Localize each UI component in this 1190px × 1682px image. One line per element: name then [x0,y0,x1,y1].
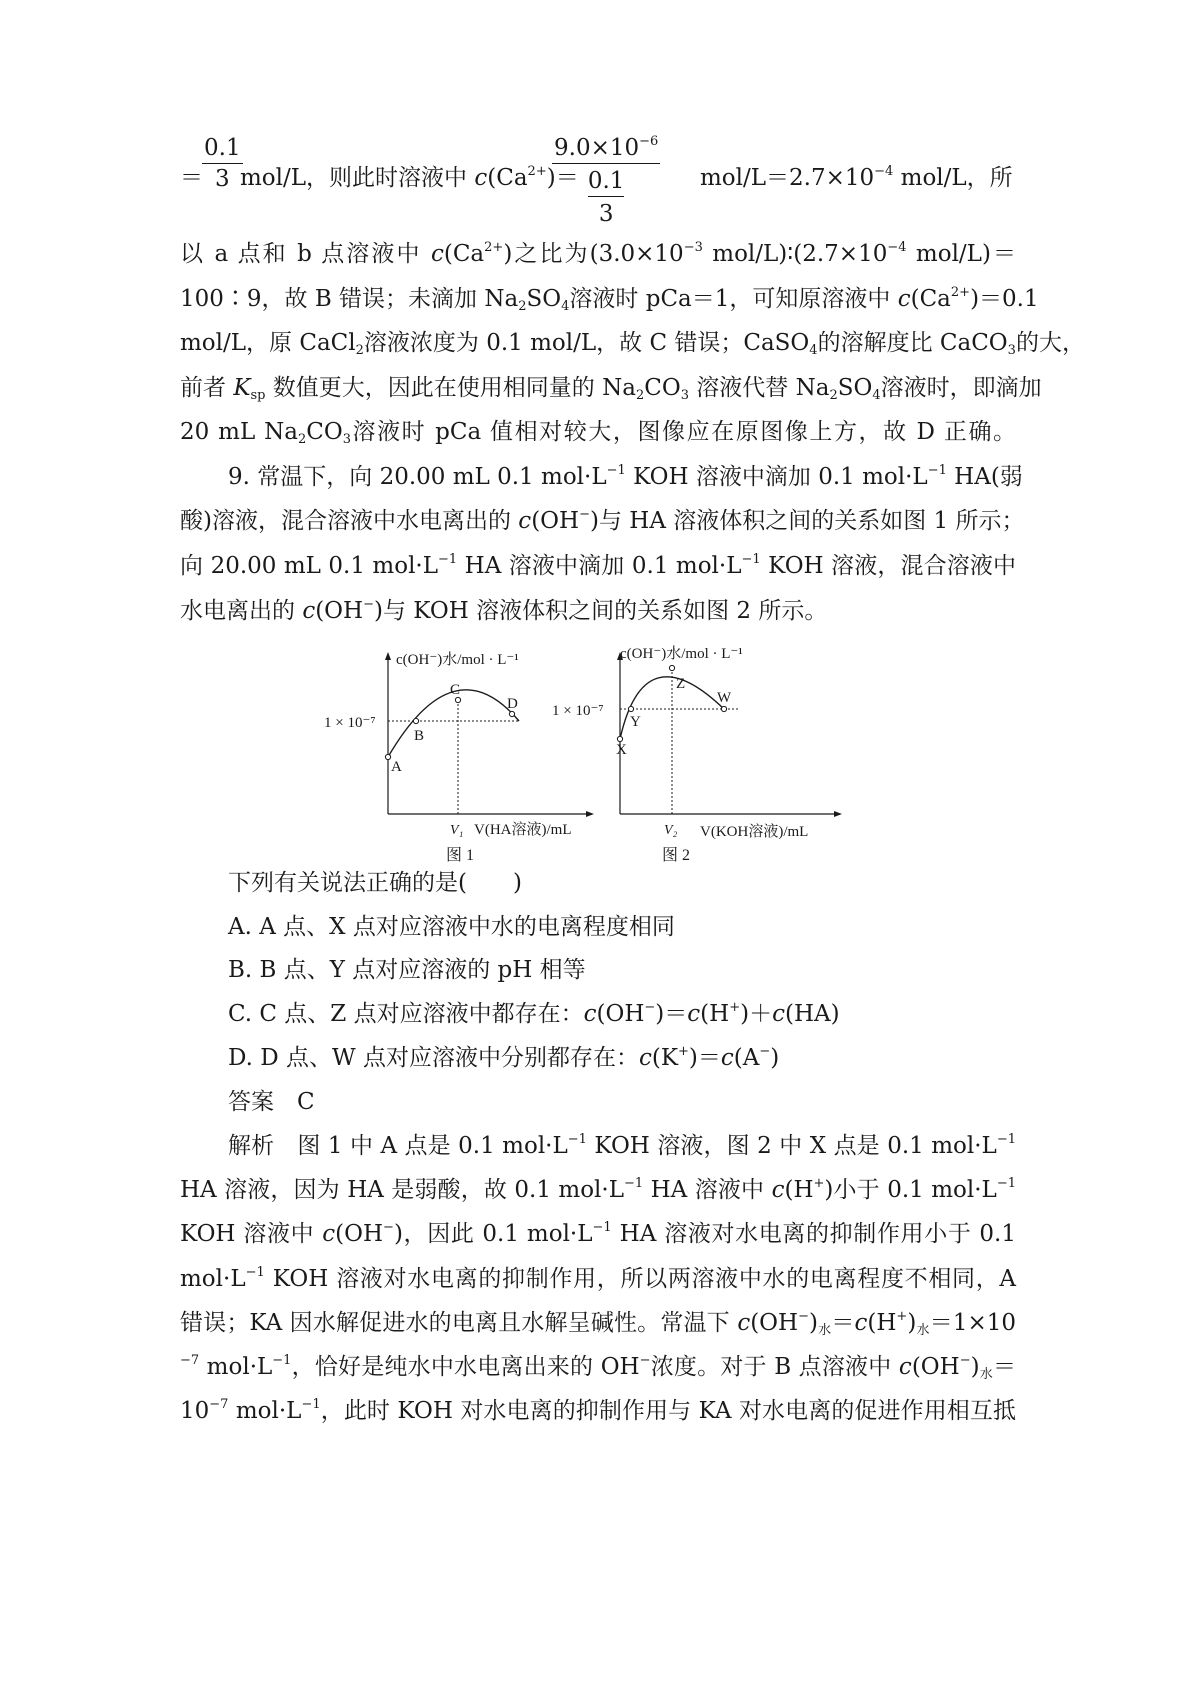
text-line: 9. 常温下，向 20.00 mL 0.1 $mol\cdot L^{-1}$ KOH 溶液中滴加 0.1 $mol\cdot L^{-1}$ HA(弱 [228,463,1023,490]
y-axis-label: c(OH⁻)水/mol · L⁻¹ [620,646,743,662]
x-axis-label: V(HA溶液)/mL [474,822,572,838]
text-line: HA 溶液，因为 HA 是弱酸，故 0.1 $mol\cdot L^{-1}$ HA 溶液中 c(H+)小于 0.1 $mol\cdot L^{-1}$ [180,1176,1016,1203]
label-c: C [450,682,461,698]
y-tick-label: 1 × 10⁻⁷ [552,703,604,719]
text-line: 100∶9，故 B 错误；未滴加 $Na_2SO_4$溶液时 pCa＝1，可知原溶液中 $c(Ca^{2+})=0.1$ [180,285,1039,314]
point-x [617,736,622,741]
text-line: 解析 图 1 中 A 点是 0.1 $mol\cdot L^{-1}$ KOH 溶液，图 2 中 X 点是 0.1 $mol\cdot L^{-1}$ [228,1132,1016,1159]
point-w [721,706,726,711]
point-z [669,665,674,670]
label-d: D [507,696,518,712]
x-axis-label: V(KOH溶液)/mL [700,824,809,840]
text-line: 水电离出的 c(OH−)与 KOH 溶液体积之间的关系如图 2 所示。 [180,597,828,624]
y-axis-label: c(OH⁻)水/mol · L⁻¹ [396,652,519,668]
text-line: 前者 $K_{sp}$ 数值更大，因此在使用相同量的 $Na_2CO_3$ 溶液代替 $Na_2SO_4$溶液时，即滴加 [180,375,1042,403]
text-line: 以 a 点和 b 点溶液中 $c(Ca^{2+})$之比为($3.0\times 10^{-3}$ mol/$L)∶(2.7\times 10^{-4}$ mol/L)＝ [180,240,1017,267]
label-a: A [391,759,402,775]
fraction-big: $9.0\times 10^{-6}$ 0.1 3 [554,134,659,227]
text-line: 错误；KA 因水解促进水的电离且水解呈碱性。常温下 $c(OH^-)_水=c(H^+)_水=1\times 10$ [180,1309,1016,1338]
figure-2-caption: 图 2 [662,847,691,864]
point-a [385,754,390,759]
point-b [413,718,418,723]
point-d [509,711,514,716]
figure-1-graph [324,644,596,864]
x-axis-arrow-icon [834,811,842,817]
y-tick-label: 1 × 10⁻⁷ [324,715,376,731]
option-a: A. A 点、X 点对应溶液中水的电离程度相同 [228,914,675,940]
option-c: C. C 点、Z 点对应溶液中都存在：c(OH−)＝c(H+)＋c(HA) [228,1000,840,1027]
text-line: 向 20.00 mL 0.1 $mol\cdot L^{-1}$ HA 溶液中滴加 0.1 $mol\cdot L^{-1}$ KOH 溶液，混合溶液中 [180,552,1016,579]
text-line: $10^{-7}$ $mol\cdot L^{-1}$，此时 KOH 对水电离的抑制作用与 KA 对水电离的促进作用相互抵 [180,1397,1016,1424]
x-tick-label: V₂ [664,823,678,838]
text-line: $mol\cdot L^{-1}$ KOH 溶液对水电离的抑制作用，所以两溶液中水的电离程度不相同，A [180,1265,1016,1292]
figure-1-caption: 图 1 [446,847,475,864]
point-c [455,697,460,702]
label-b: B [414,728,425,744]
x-axis-arrow-icon [586,811,594,817]
option-b: B. B 点、Y 点对应溶液的 pH 相等 [228,957,586,983]
question-text: 下列有关说法正确的是( ) [228,870,522,896]
fraction-big-numerator: $9.0\times 10^{-6}$ [554,134,659,161]
label-z: Z [676,676,686,692]
label-y: Y [630,714,641,730]
figure-2-graph [552,644,844,864]
text-line: 20 mL $Na_2CO_3$溶液时 pCa 值相对较大，图像应在原图像上方，故 D 正确。 [180,419,1017,447]
label-w: W [717,690,732,706]
text-line: $^{-7}$ $mol\cdot L^{-1}$，恰好是纯水中水电离出来的 OH−浓度。对于 B 点溶液中 $c(OH^-)_水=$ [180,1353,1016,1382]
text-line: mol/L，原 CaCl$_2$溶液浓度为 0.1 mol/L，故 C 错误；CaSO$_4$的溶解度比 CaCO$_3$的大， [180,330,1085,358]
option-d: D. D 点、W 点对应溶液中分别都存在：c(K+)＝c(A−) [228,1044,780,1071]
formula-text-mid: mol/L，则此时溶液中 $c(Ca^{2+})=$ [240,164,579,191]
formula-line: ＝ $\frac{0.1}{3}$ mol/L，则此时溶液中 $c(Ca^{2+})=$ $9.0\times 10^{-6}$ 0.1 3 mol/$L=2.7\times 10^{-4}$ mol/L，所 [180,134,1013,227]
text-line: 酸)溶液，混合溶液中水电离出的 c(OH−)与 HA 溶液体积之间的关系如图 1 所示； [180,507,1025,534]
y-axis-arrow-icon [385,652,391,660]
label-x: X [616,742,627,758]
x-tick-label: V₁ [450,823,464,838]
text-line: KOH 溶液中 c(OH−)，因此 0.1 $mol\cdot L^{-1}$ HA 溶液对水电离的抑制作用小于 0.1 [180,1220,1016,1247]
curve-1 [388,690,519,757]
fraction-0.1-over-3: $\frac{0.1}{3}$ [204,135,241,192]
formula-text-end: mol/$L=2.7\times 10^{-4}$ mol/L，所 [700,164,1013,191]
point-y [628,706,633,711]
answer-text: 答案 C [228,1089,315,1115]
